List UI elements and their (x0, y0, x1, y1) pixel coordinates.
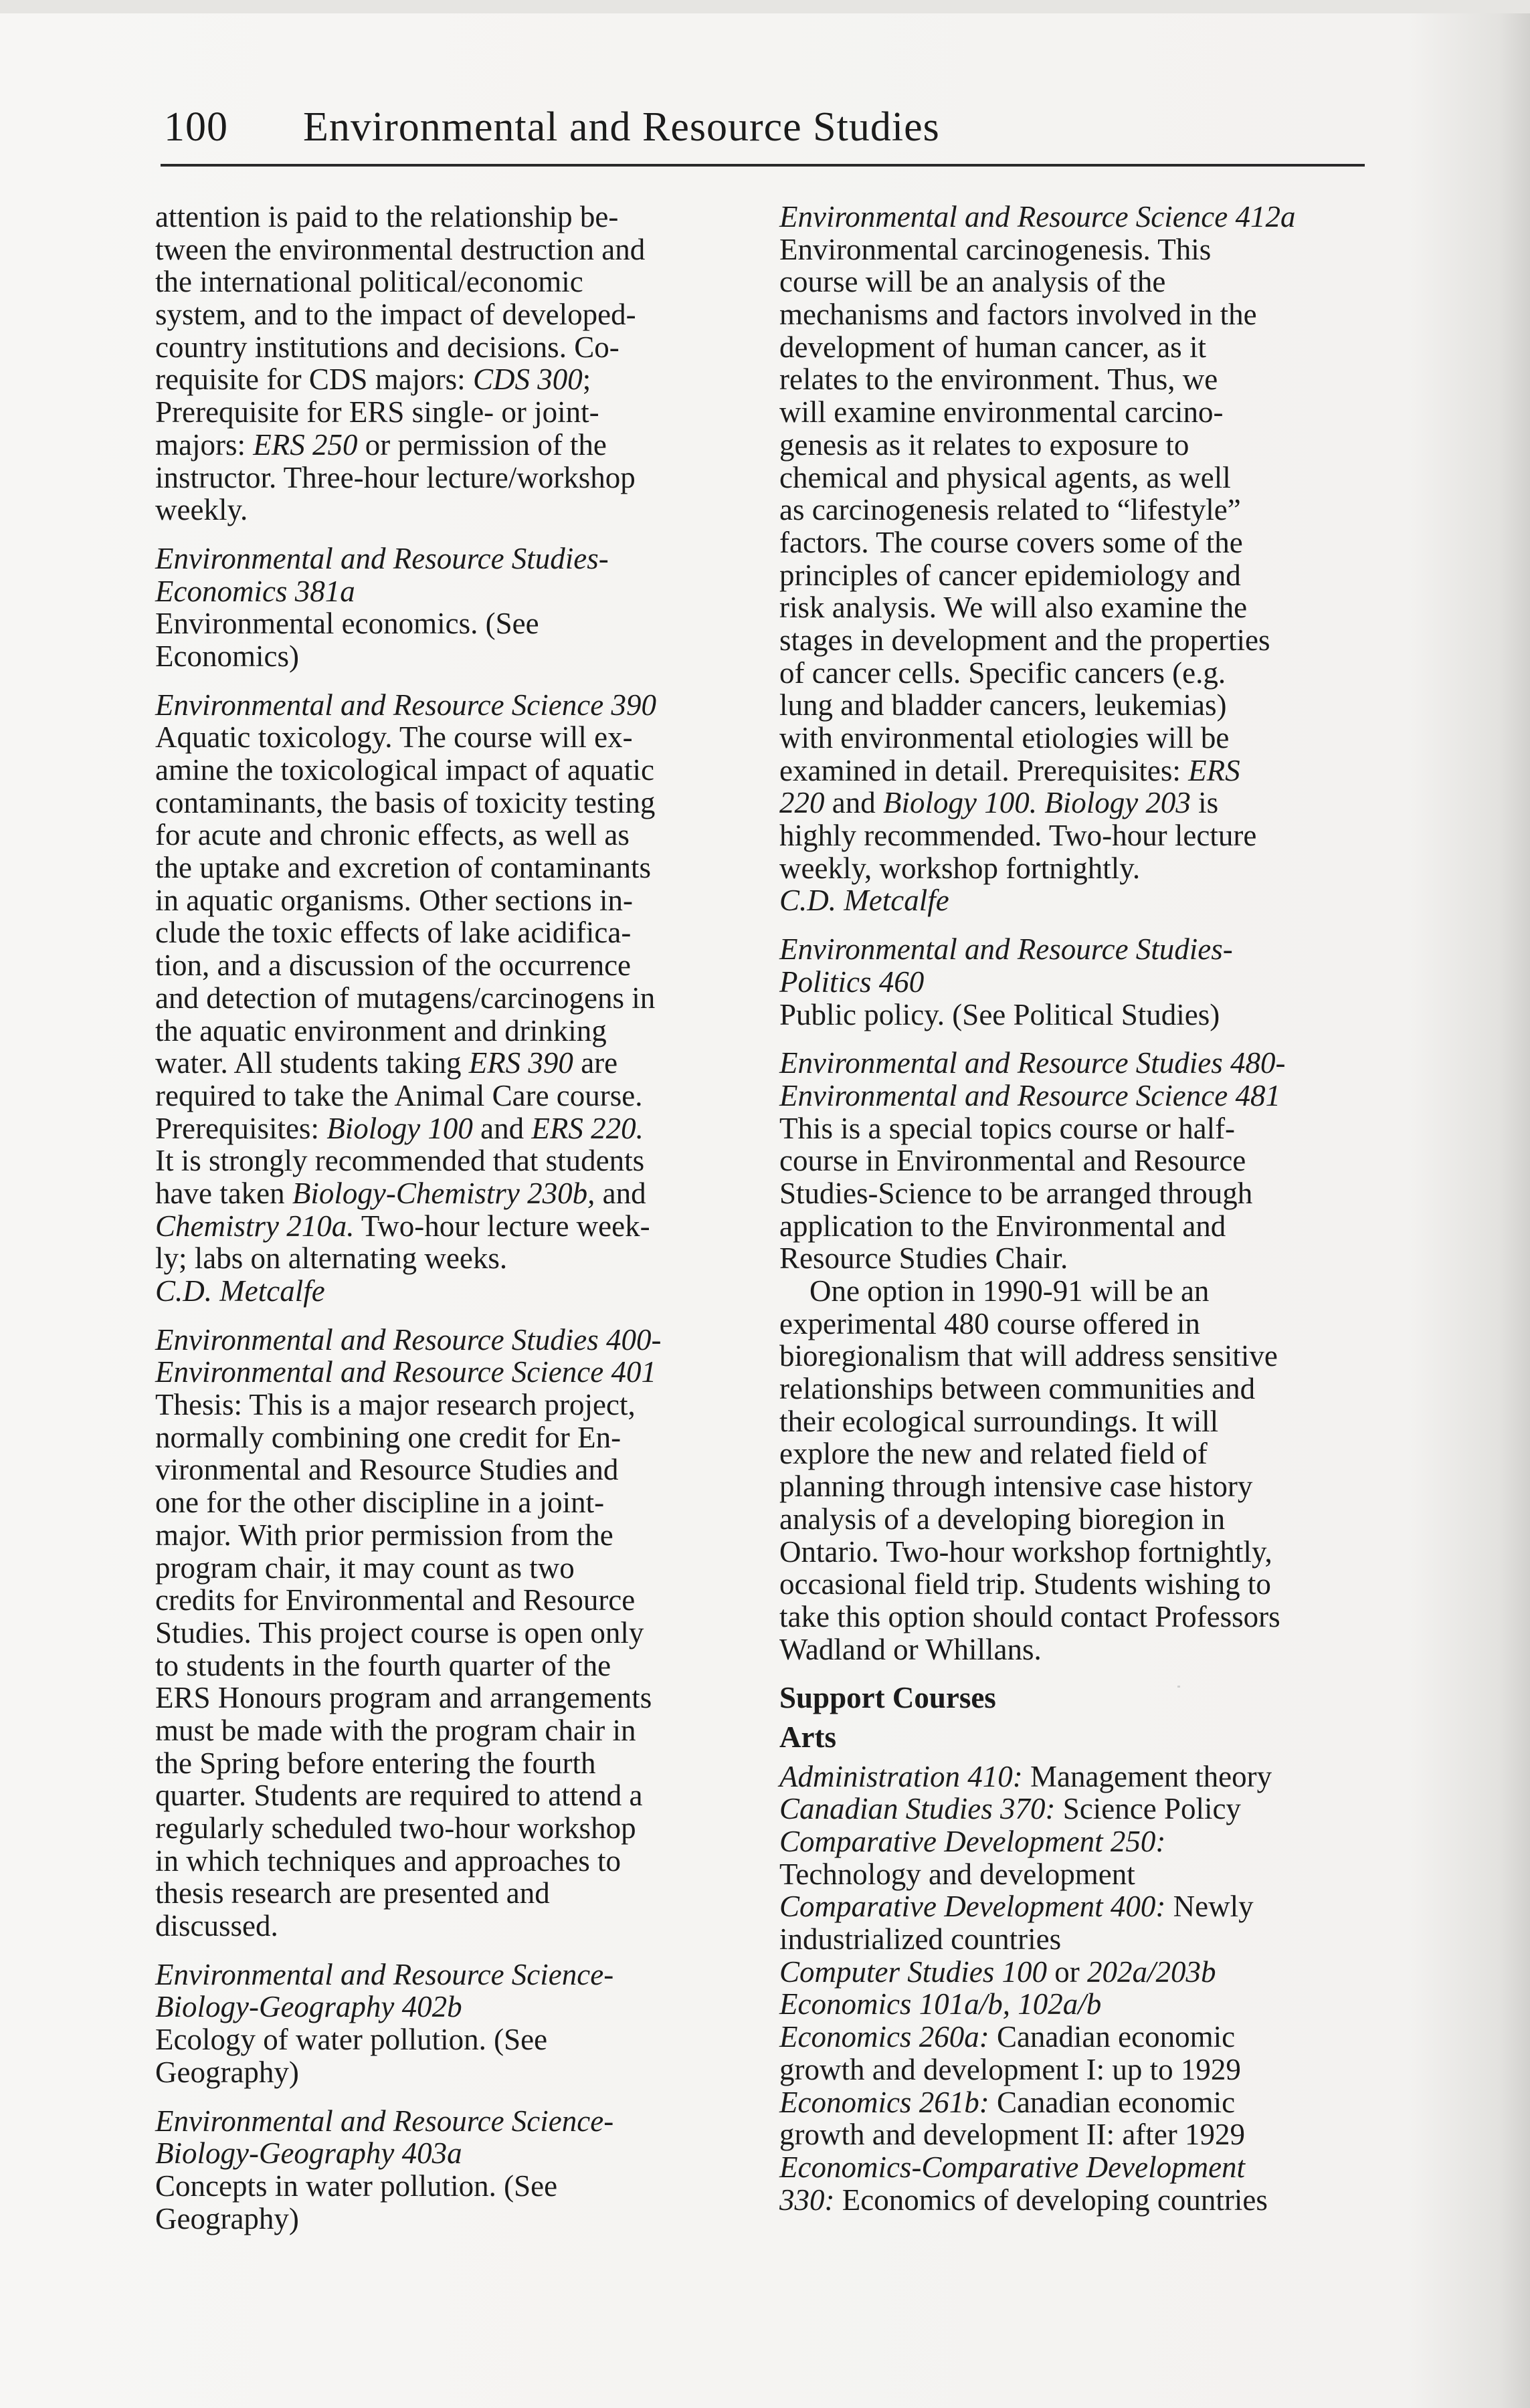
text-line (779, 1761, 1361, 1793)
text-line (779, 1047, 1361, 1080)
text-line (155, 787, 737, 819)
italic-text: Economics 381a (155, 574, 355, 608)
page-number: 100 (164, 104, 228, 150)
text-run: one for the other discipline in a joint- (155, 1486, 605, 1520)
text-line (155, 429, 737, 462)
italic-text: Environmental and Resource Studies 400- (155, 1322, 662, 1357)
text-run: Thesis: This is a major research project, (155, 1388, 636, 1422)
text-line (779, 966, 1361, 999)
italic-text: Environmental and Resource Science 481 (779, 1078, 1280, 1112)
italic-text: Environmental and Resource Science- (155, 1957, 614, 1991)
text-run: and (824, 786, 883, 820)
text-run: weekly, workshop fortnightly. (779, 851, 1141, 885)
text-line (779, 2184, 1361, 2217)
italic-text: Environmental and Resource Science- (155, 2104, 614, 2138)
text-run: the uptake and excretion of contaminants (155, 851, 651, 885)
text-line (155, 1649, 737, 1682)
italic-text: ERS 220. (531, 1111, 644, 1145)
text-line (155, 819, 737, 851)
text-line (155, 331, 737, 364)
text-line (155, 1779, 737, 1812)
text-line (779, 462, 1361, 494)
section-heading (779, 1682, 1361, 1714)
text-line (155, 298, 737, 331)
text-line (155, 1144, 737, 1177)
text-line (155, 1584, 737, 1617)
text-line (779, 1890, 1361, 1923)
text-line (155, 2023, 737, 2056)
text-line (155, 1210, 737, 1243)
text-line (779, 1080, 1361, 1112)
text-run: clude the toxic effects of lake acidifica- (155, 916, 632, 950)
text-run: normally combining one credit for En- (155, 1420, 621, 1454)
text-run: program chair, it may count as two (155, 1550, 575, 1585)
text-run: tween the environmental destruction and (155, 232, 646, 266)
bold-text: Arts (779, 1720, 836, 1754)
text-run: It is strongly recommended that students (155, 1144, 645, 1178)
text-line (779, 1956, 1361, 1989)
course-entry (155, 1324, 737, 1942)
text-run: Environmental carcinogenesis. This (779, 232, 1212, 266)
text-run: mechanisms and factors involved in the (779, 298, 1257, 332)
text-run: are (573, 1046, 618, 1080)
text-run: growth and development I: up to 1929 (779, 2052, 1241, 2086)
text-run: Studies. This project course is open only (155, 1615, 644, 1649)
text-run: Ecology of water pollution. (See (155, 2023, 548, 2057)
text-run: will examine environmental carcino- (779, 395, 1224, 429)
text-run: required to take the Animal Care course. (155, 1078, 643, 1112)
italic-text: Environmental and Resource Studies- (155, 541, 609, 575)
text-line (155, 1080, 737, 1112)
italic-text: Environmental and Resource Science 390 (155, 688, 656, 722)
text-run: and (472, 1111, 532, 1145)
text-line (155, 1991, 737, 2023)
text-line (155, 2105, 737, 2138)
text-line (155, 494, 737, 526)
text-line (779, 722, 1361, 755)
text-line (155, 1242, 737, 1275)
italic-text: ERS 390 (468, 1046, 573, 1080)
text-run: amine the toxicological impact of aquatic (155, 753, 654, 787)
text-line (779, 1536, 1361, 1569)
text-run: Geography) (155, 2201, 299, 2235)
course-entry (779, 201, 1361, 917)
text-line (155, 1421, 737, 1454)
scan-speck (1177, 1686, 1180, 1688)
course-entry (779, 1047, 1361, 1666)
text-line (155, 1845, 737, 1878)
italic-text: Environmental and Resource Studies 480- (779, 1046, 1286, 1080)
text-run: Ontario. Two-hour workshop fortnightly, (779, 1534, 1272, 1569)
text-run: have taken (155, 1176, 292, 1210)
course-entry (779, 933, 1361, 1031)
italic-text: C.D. Metcalfe (779, 884, 949, 918)
text-line (779, 331, 1361, 364)
text-line (779, 1568, 1361, 1601)
text-run: risk analysis. We will also examine the (779, 591, 1248, 625)
text-line (779, 1437, 1361, 1470)
text-line (155, 1682, 737, 1714)
italic-text: Biology 100. Biology 203 (882, 786, 1191, 820)
text-line (779, 1470, 1361, 1503)
italic-text: Comparative Development 250: (779, 1825, 1166, 1858)
text-run: course in Environmental and Resource (779, 1144, 1246, 1178)
text-line (779, 1988, 1361, 2021)
text-run: Canadian economic (989, 2085, 1236, 2119)
text-run: Economics of developing countries (834, 2183, 1268, 2217)
text-line (155, 1617, 737, 1649)
italic-text: Biology-Geography 402b (155, 1990, 462, 2024)
text-line (779, 1793, 1361, 1825)
text-run: Wadland or Whillans. (779, 1632, 1042, 1666)
text-run: lung and bladder cancers, leukemias) (779, 688, 1227, 722)
text-line (779, 933, 1361, 966)
text-run: factors. The course covers some of the (779, 525, 1243, 559)
text-run: ly; labs on alternating weeks. (155, 1241, 508, 1276)
text-run: highly recommended. Two-hour lecture (779, 819, 1257, 853)
italic-text: Economics 260a: (779, 2020, 989, 2054)
text-run: Concepts in water pollution. (See (155, 2169, 558, 2203)
italic-text: Economics-Comparative Development (779, 2150, 1246, 2184)
text-line (779, 852, 1361, 885)
text-run: stages in development and the properties (779, 623, 1270, 657)
text-run: attention is paid to the relationship be- (155, 200, 619, 233)
course-entry (155, 1959, 737, 2089)
text-run: thesis research are presented and (155, 1876, 550, 1910)
text-run: examined in detail. Prerequisites: (779, 753, 1189, 787)
text-line (155, 1324, 737, 1357)
text-run: to students in the fourth quarter of the (155, 1648, 611, 1682)
text-run: regularly scheduled two-hour workshop (155, 1811, 636, 1845)
text-line (155, 1453, 737, 1486)
italic-text: Biology-Geography 403a (155, 2136, 462, 2171)
text-line (155, 396, 737, 429)
text-line (155, 949, 737, 982)
text-line (779, 1682, 1361, 1714)
text-line (779, 298, 1361, 331)
text-line (155, 1112, 737, 1145)
text-line (155, 640, 737, 673)
text-run: the Spring before entering the fourth (155, 1746, 596, 1780)
text-run: planning through intensive case history (779, 1470, 1253, 1504)
text-run: course will be an analysis of the (779, 265, 1166, 299)
text-line (779, 1177, 1361, 1210)
text-run: ; (582, 363, 591, 397)
text-line (155, 2203, 737, 2235)
text-line (155, 1047, 737, 1080)
text-line (779, 233, 1361, 266)
text-run: in which techniques and approaches to (155, 1843, 621, 1878)
text-line (155, 462, 737, 494)
text-line (779, 1721, 1361, 1754)
italic-text: Biology-Chemistry 230b, (292, 1176, 595, 1210)
text-run: vironmental and Resource Studies and (155, 1453, 619, 1487)
text-line (779, 526, 1361, 559)
italic-text: Environmental and Resource Science 401 (155, 1355, 656, 1389)
text-line (155, 721, 737, 754)
italic-text: Comparative Development 400: (779, 1890, 1166, 1924)
right-column (779, 201, 1361, 2232)
text-run: majors: (155, 427, 254, 462)
text-run: of cancer cells. Specific cancers (e.g. (779, 656, 1226, 690)
text-line (779, 657, 1361, 690)
text-line (779, 2118, 1361, 2151)
text-line (779, 1405, 1361, 1438)
text-line (779, 1633, 1361, 1666)
text-run: weekly. (155, 493, 248, 527)
text-run: for acute and chronic effects, as well as (155, 818, 630, 852)
text-line (779, 787, 1361, 819)
text-line (155, 1356, 737, 1389)
text-line (155, 575, 737, 608)
text-run: contaminants, the basis of toxicity testing (155, 785, 656, 819)
text-run: their ecological surroundings. It will (779, 1404, 1219, 1438)
text-run: Geography) (155, 2055, 299, 2089)
text-line (155, 1910, 737, 1942)
text-run: Public policy. (See Political Studies) (779, 997, 1220, 1031)
text-run: Science Policy (1055, 1792, 1241, 1826)
text-line (779, 1858, 1361, 1891)
italic-text: Canadian Studies 370: (779, 1792, 1056, 1826)
text-line (155, 2056, 737, 2089)
text-line (155, 2170, 737, 2203)
text-line (779, 624, 1361, 657)
text-line (155, 982, 737, 1015)
text-run: ERS Honours program and arrangements (155, 1681, 652, 1715)
italic-text: 330: (779, 2183, 835, 2217)
scan-top-edge (0, 0, 1530, 13)
text-run: principles of cancer epidemiology and (779, 558, 1241, 592)
text-line (779, 1112, 1361, 1145)
text-line (155, 754, 737, 787)
italic-text: Environmental and Resource Studies- (779, 932, 1233, 967)
text-line (779, 1503, 1361, 1536)
course-entry (155, 2105, 737, 2235)
text-line (155, 363, 737, 396)
course-entry (155, 689, 737, 1308)
text-line (155, 916, 737, 949)
text-run: industrialized countries (779, 1922, 1062, 1956)
text-run: water. All students taking (155, 1046, 469, 1080)
italic-text: Chemistry 210a. (155, 1209, 355, 1243)
text-run: tion, and a discussion of the occurrence (155, 948, 632, 983)
text-line (155, 1959, 737, 1991)
text-run: or (1047, 1954, 1087, 1989)
text-run: Management theory (1022, 1759, 1272, 1793)
text-run: relates to the environment. Thus, we (779, 363, 1218, 397)
text-run: explore the new and related field of (779, 1437, 1208, 1471)
text-run: chemical and physical agents, as well (779, 460, 1231, 494)
page-header (164, 97, 1361, 164)
text-line (779, 1275, 1361, 1308)
text-run: requisite for CDS majors: (155, 363, 473, 397)
text-line (779, 1373, 1361, 1405)
text-line (779, 494, 1361, 526)
italic-text: C.D. Metcalfe (155, 1274, 325, 1308)
text-run: the international political/economic (155, 265, 583, 299)
text-run: must be made with the program chair in (155, 1713, 636, 1747)
text-run: Canadian economic (989, 2020, 1236, 2054)
text-line (779, 1144, 1361, 1177)
text-run: in aquatic organisms. Other sections in- (155, 883, 634, 917)
text-line (779, 2086, 1361, 2119)
text-run: system, and to the impact of developed- (155, 298, 636, 332)
text-run: One option in 1990-91 will be an (779, 1274, 1210, 1308)
text-run: the aquatic environment and drinking (155, 1013, 607, 1047)
text-line (779, 1308, 1361, 1340)
text-line (155, 266, 737, 298)
italic-text: ERS 250 (253, 427, 358, 462)
text-run: and detection of mutagens/carcinogens in (155, 981, 656, 1015)
text-line (779, 1210, 1361, 1243)
text-run: discussed. (155, 1909, 278, 1943)
text-line (779, 2021, 1361, 2053)
text-line (155, 1015, 737, 1047)
text-run: Aquatic toxicology. The course will ex- (155, 720, 633, 755)
text-run: Economics) (155, 639, 299, 673)
text-run: country institutions and decisions. Co- (155, 330, 619, 364)
text-run: or permission of the (357, 427, 607, 462)
text-line (155, 1714, 737, 1747)
text-line (155, 1877, 737, 1910)
text-run: is (1190, 786, 1219, 820)
text-line (779, 396, 1361, 429)
italic-text: Environmental and Resource Science 412a (779, 200, 1296, 233)
text-line (155, 1747, 737, 1780)
text-line (155, 1177, 737, 1210)
text-run: Prerequisite for ERS single- or joint- (155, 395, 599, 429)
text-line (779, 999, 1361, 1031)
text-run: Environmental economics. (See (155, 607, 539, 641)
text-line (779, 429, 1361, 462)
running-title: Environmental and Resource Studies (303, 104, 940, 150)
text-line (155, 1275, 737, 1308)
text-run: Newly (1165, 1890, 1254, 1924)
section-heading (779, 1721, 1361, 1754)
text-line (779, 1825, 1361, 1858)
text-line (779, 1242, 1361, 1275)
bold-text: Support Courses (779, 1681, 996, 1715)
text-line (155, 1552, 737, 1585)
support-course-list (779, 1761, 1361, 2217)
text-line (779, 2053, 1361, 2086)
course-entry (155, 201, 737, 526)
left-column (155, 201, 737, 2251)
text-run: analysis of a developing bioregion in (779, 1502, 1226, 1536)
text-line (155, 1389, 737, 1421)
text-line (779, 2151, 1361, 2184)
header-rule (161, 164, 1365, 167)
text-line (779, 201, 1361, 233)
text-run: Studies-Science to be arranged through (779, 1176, 1253, 1210)
text-line (779, 884, 1361, 917)
italic-text: 220 (779, 786, 825, 820)
text-run: occasional field trip. Students wishing to (779, 1567, 1271, 1601)
text-line (155, 542, 737, 575)
text-line (155, 233, 737, 266)
italic-text: Administration 410: (779, 1759, 1023, 1793)
italic-text: CDS 300 (472, 363, 583, 397)
italic-text: Economics 261b: (779, 2085, 989, 2119)
text-line (155, 689, 737, 722)
text-line (779, 363, 1361, 396)
text-line (779, 819, 1361, 852)
text-line (155, 1486, 737, 1519)
italic-text: Politics 460 (779, 965, 925, 999)
text-run: instructor. Three-hour lecture/workshop (155, 460, 636, 494)
text-run: development of human cancer, as it (779, 330, 1206, 364)
text-run: application to the Environmental and (779, 1209, 1226, 1243)
text-run: as carcinogenesis related to “lifestyle” (779, 493, 1241, 527)
text-run: Prerequisites: (155, 1111, 327, 1145)
italic-text: Biology 100 (326, 1111, 473, 1145)
text-run: experimental 480 course offered in (779, 1306, 1200, 1340)
italic-text: ERS (1188, 753, 1240, 787)
text-run: bioregionalism that will address sensitive (779, 1339, 1278, 1373)
text-line (779, 755, 1361, 787)
text-line (155, 1519, 737, 1552)
text-line (779, 1340, 1361, 1373)
italic-text: Computer Studies 100 (779, 1954, 1047, 1989)
text-run: growth and development II: after 1929 (779, 2118, 1246, 2152)
text-run: quarter. Students are required to attend a (155, 1779, 643, 1813)
text-run: genesis as it relates to exposure to (779, 427, 1189, 462)
text-line (155, 1812, 737, 1845)
text-run: with environmental etiologies will be (779, 721, 1230, 755)
text-line (155, 607, 737, 640)
text-line (155, 851, 737, 884)
text-line (155, 2137, 737, 2170)
text-run: Two-hour lecture week- (354, 1209, 650, 1243)
text-line (779, 591, 1361, 624)
text-run: relationships between communities and (779, 1372, 1256, 1406)
text-line (155, 884, 737, 917)
text-line (779, 689, 1361, 722)
italic-text: 202a/203b (1087, 1954, 1216, 1989)
text-run: credits for Environmental and Resource (155, 1583, 636, 1617)
text-run: This is a special topics course or half- (779, 1111, 1236, 1145)
text-line (155, 201, 737, 233)
text-run: Technology and development (779, 1857, 1135, 1891)
text-run: take this option should contact Professors (779, 1599, 1280, 1633)
italic-text: Economics 101a/b, 102a/b (779, 1987, 1102, 2021)
text-run: Resource Studies Chair. (779, 1241, 1068, 1276)
course-entry (155, 542, 737, 673)
text-line (779, 1923, 1361, 1956)
text-line (779, 1601, 1361, 1633)
text-line (779, 559, 1361, 592)
text-run: major. With prior permission from the (155, 1518, 613, 1552)
text-line (779, 266, 1361, 298)
text-run: and (595, 1176, 646, 1210)
